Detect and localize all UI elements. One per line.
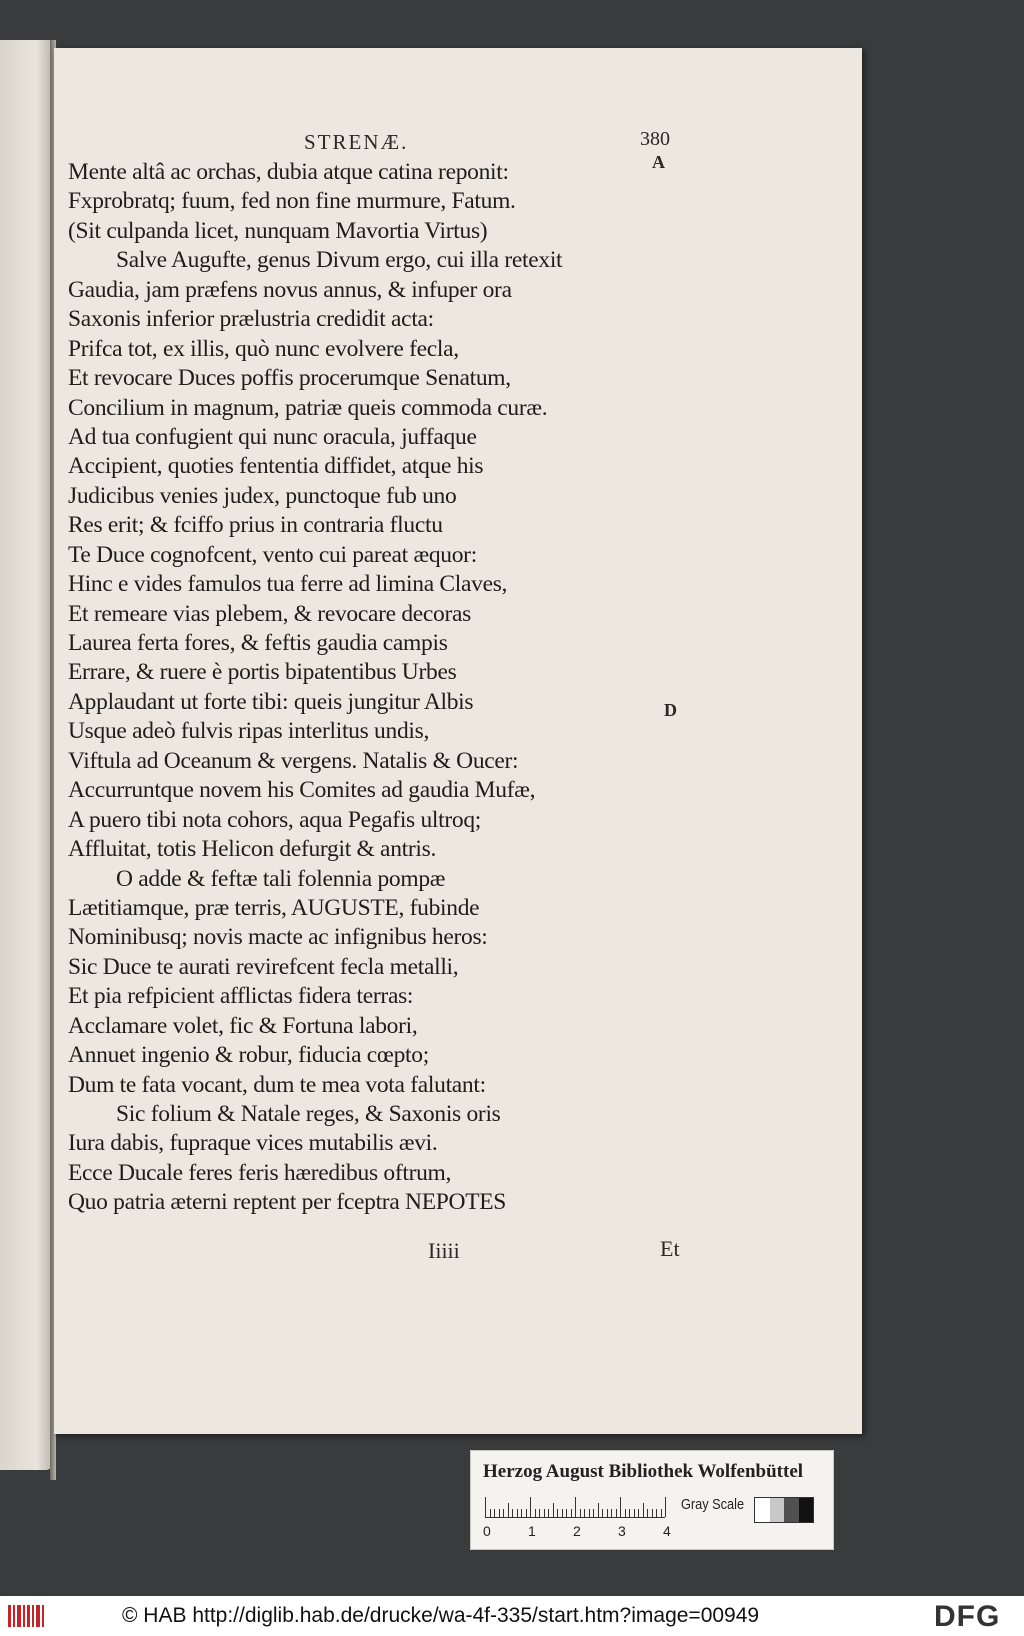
color-reference-card [470,1450,834,1550]
gray-scale-swatches [754,1497,814,1523]
ruler-tick [503,1509,504,1517]
verse-line: Fxprobratq; fuum, fed non fine murmure, Fatum. [68,188,516,215]
verse-line: Lætitiamque, præ terris, AUGUSTE, fubinde [68,894,480,921]
footer-url-link[interactable]: © HAB http://diglib.hab.de/drucke/wa-4f-335/start.htm?image=00949 [122,1604,760,1627]
verse-line: Quo patria æterni reptent per fceptra NEPOTES [68,1189,507,1216]
barcode-logo-icon [6,1602,48,1630]
ruler-tick [539,1509,540,1517]
ruler-tick [620,1497,621,1517]
ruler-tick [575,1497,576,1517]
ruler-number: 4 [663,1523,671,1539]
gray-swatch [799,1498,814,1522]
verse-line: Applaudant ut forte tibi: queis jungitur Albis [68,688,474,715]
ruler-tick [566,1509,567,1517]
ruler-tick [643,1503,644,1517]
ruler-tick [638,1509,639,1517]
verse-line: (Sit culpanda licet, nunquam Mavortia Virtus) [68,217,488,244]
ruler-tick [598,1503,599,1517]
ruler-tick [490,1509,491,1517]
verse-line: Concilium in magnum, patriæ queis commoda curæ. [68,394,548,421]
ruler-tick [521,1509,522,1517]
verse-line: Iura dabis, fupraque vices mutabilis ævi. [68,1130,438,1157]
ruler-tick [611,1509,612,1517]
verse-text [68,158,728,1218]
ruler-tick [625,1509,626,1517]
ruler-tick [553,1503,554,1517]
verse-line: A puero tibi nota cohors, aqua Pegafis ultroq; [68,806,482,833]
verse-line: Te Duce cognofcent, vento cui pareat æquor: [68,541,477,568]
ruler-tick [607,1509,608,1517]
verse-line: Accipient, quoties fententia diffidet, atque his [68,453,484,480]
ruler-tick [647,1509,648,1517]
ruler-tick [593,1509,594,1517]
ruler-tick [656,1509,657,1517]
dfg-logo: DFG [934,1600,1001,1633]
verse-line: Acclamare volet, fic & Fortuna labori, [68,1012,418,1039]
book-page [54,48,862,1434]
verse-line: Et revocare Duces poffis procerumque Senatum, [68,365,511,392]
ruler-tick [665,1497,666,1517]
ruler-tick [562,1509,563,1517]
verse-line: Judicibus venies judex, punctoque fub uno [68,482,457,509]
verse-line: Salve Augufte, genus Divum ergo, cui illa retexit [116,247,563,274]
ruler-tick [517,1509,518,1517]
verse-line: Usque adeò fulvis ripas interlitus undis, [68,718,430,745]
ruler-tick [584,1509,585,1517]
verse-line: Gaudia, jam præfens novus annus, & infuper ora [68,276,512,303]
verse-line: Prifca tot, ex illis, quò nunc evolvere fecla, [68,335,459,362]
catchword: Et [660,1236,680,1261]
ruler-tick [548,1509,549,1517]
verse-line: Saxonis inferior prælustria credidit acta: [68,306,434,333]
ruler-number: 2 [573,1523,581,1539]
gray-scale-label: Gray Scale [681,1496,745,1513]
verse-line: Nominibusq; novis macte ac infignibus heros: [68,924,488,951]
ruler-tick [535,1509,536,1517]
ruler-tick [494,1509,495,1517]
ruler-tick [499,1509,500,1517]
ruler-tick [485,1497,486,1517]
gray-swatch [784,1498,799,1522]
ruler-tick [544,1509,545,1517]
verse-line: Annuet ingenio & robur, fiducia cœpto; [68,1042,429,1069]
verse-line: Sic Duce te aurati revirefcent fecla metalli, [68,953,459,980]
ruler-tick [652,1509,653,1517]
ruler-tick [508,1503,509,1517]
ruler-tick [512,1509,513,1517]
ruler-tick [602,1509,603,1517]
verse-line: Res erit; & fciffo prius in contraria fluctu [68,512,443,539]
verse-line: Affluitat, totis Helicon defurgit & antris. [68,836,437,863]
gray-swatch [755,1498,770,1522]
ruler-tick [580,1509,581,1517]
verse-line: O adde & feftæ tali folennia pompæ [116,865,446,892]
ruler-tick [634,1509,635,1517]
verse-line: Accurruntque novem his Comites ad gaudia Mufæ, [68,777,536,804]
ruler-tick [530,1497,531,1517]
verse-line: Ad tua confugient qui nunc oracula, juffaque [68,423,477,450]
verse-line: Errare, & ruere è portis bipatentibus Urbes [68,659,457,686]
ruler-tick [629,1509,630,1517]
footer-bar [0,1596,1024,1636]
verse-line: Sic folium & Natale reges, & Saxonis oris [116,1101,501,1127]
verse-line: Viftula ad Oceanum & vergens. Natalis & Oucer: [68,747,519,774]
verse-line: Et pia refpicient afflictas fidera terras: [68,983,414,1010]
verse-line: Et remeare vias plebem, & revocare decoras [68,600,471,627]
verse-line: Ecce Ducale feres feris hæredibus oftrum, [68,1159,452,1186]
ruler-tick [661,1509,662,1517]
gray-swatch [770,1498,785,1522]
running-head: STRENÆ. [304,130,409,154]
verse-line: Hinc e vides famulos tua ferre ad limina Claves, [68,571,508,598]
ruler-tick [526,1509,527,1517]
verse-line: Laurea ferta fores, & feftis gaudia campis [68,630,448,656]
ruler-number: 1 [528,1523,536,1539]
ruler-tick [616,1509,617,1517]
margin-letter-d: D [664,700,677,720]
margin-letter-a: A [652,152,665,172]
ruler-number: 0 [483,1523,491,1539]
ruler-tick [589,1509,590,1517]
signature-mark: Iiiii [428,1238,460,1263]
left-facing-page [0,40,52,1470]
ruler-tick [557,1509,558,1517]
page-number: 380 [640,128,670,150]
verse-line: Dum te fata vocant, dum te mea vota falutant: [68,1071,486,1098]
library-name: Herzog August Bibliothek Wolfenbüttel [483,1461,804,1482]
ruler-tick [571,1509,572,1517]
ruler-scale [485,1495,665,1518]
verse-line: Mente altâ ac orchas, dubia atque catina reponit: [68,159,509,185]
ruler-number: 3 [618,1523,626,1539]
